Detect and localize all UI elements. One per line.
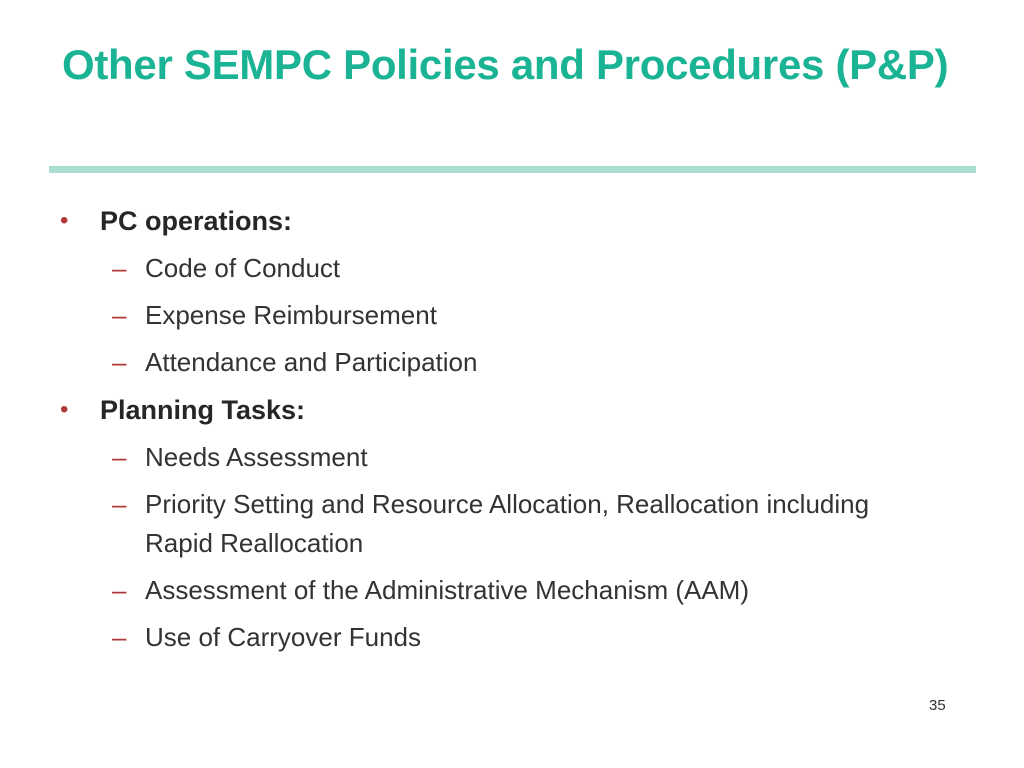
list-item-text: Needs Assessment — [145, 442, 368, 472]
slide-title: Other SEMPC Policies and Procedures (P&P) — [62, 41, 949, 88]
dash-icon: – — [112, 575, 127, 605]
section-heading: Planning Tasks: — [100, 395, 306, 425]
section-pc-operations — [0, 201, 1024, 382]
content-list — [0, 201, 1024, 657]
page-number: 35 — [929, 697, 946, 714]
dash-icon: – — [112, 489, 127, 519]
dash-icon: – — [112, 300, 127, 330]
list-item — [100, 571, 885, 610]
list-item — [100, 485, 885, 563]
list-item — [100, 618, 885, 657]
sub-list — [100, 249, 1024, 382]
list-item — [100, 438, 885, 477]
dash-icon: – — [112, 253, 127, 283]
list-item — [100, 343, 885, 382]
bullet-icon: • — [60, 207, 69, 234]
list-item — [100, 296, 885, 335]
section-planning-tasks — [0, 390, 1024, 657]
dash-icon: – — [112, 622, 127, 652]
list-item-text: Use of Carryover Funds — [145, 622, 421, 652]
dash-icon: – — [112, 442, 127, 472]
bullet-icon: • — [60, 396, 69, 423]
sub-list — [100, 438, 1024, 657]
list-item — [100, 249, 885, 288]
list-item-text: Attendance and Participation — [145, 347, 478, 377]
title-divider — [49, 166, 976, 173]
list-item-text: Code of Conduct — [145, 253, 341, 283]
section-heading: PC operations: — [100, 206, 293, 236]
list-item-text: Priority Setting and Resource Allocation, Reallocation including Rapid Reallocation — [145, 489, 870, 558]
dash-icon: – — [112, 347, 127, 377]
list-item-text: Assessment of the Administrative Mechanism (AAM) — [145, 575, 749, 605]
list-item-text: Expense Reimbursement — [145, 300, 437, 330]
